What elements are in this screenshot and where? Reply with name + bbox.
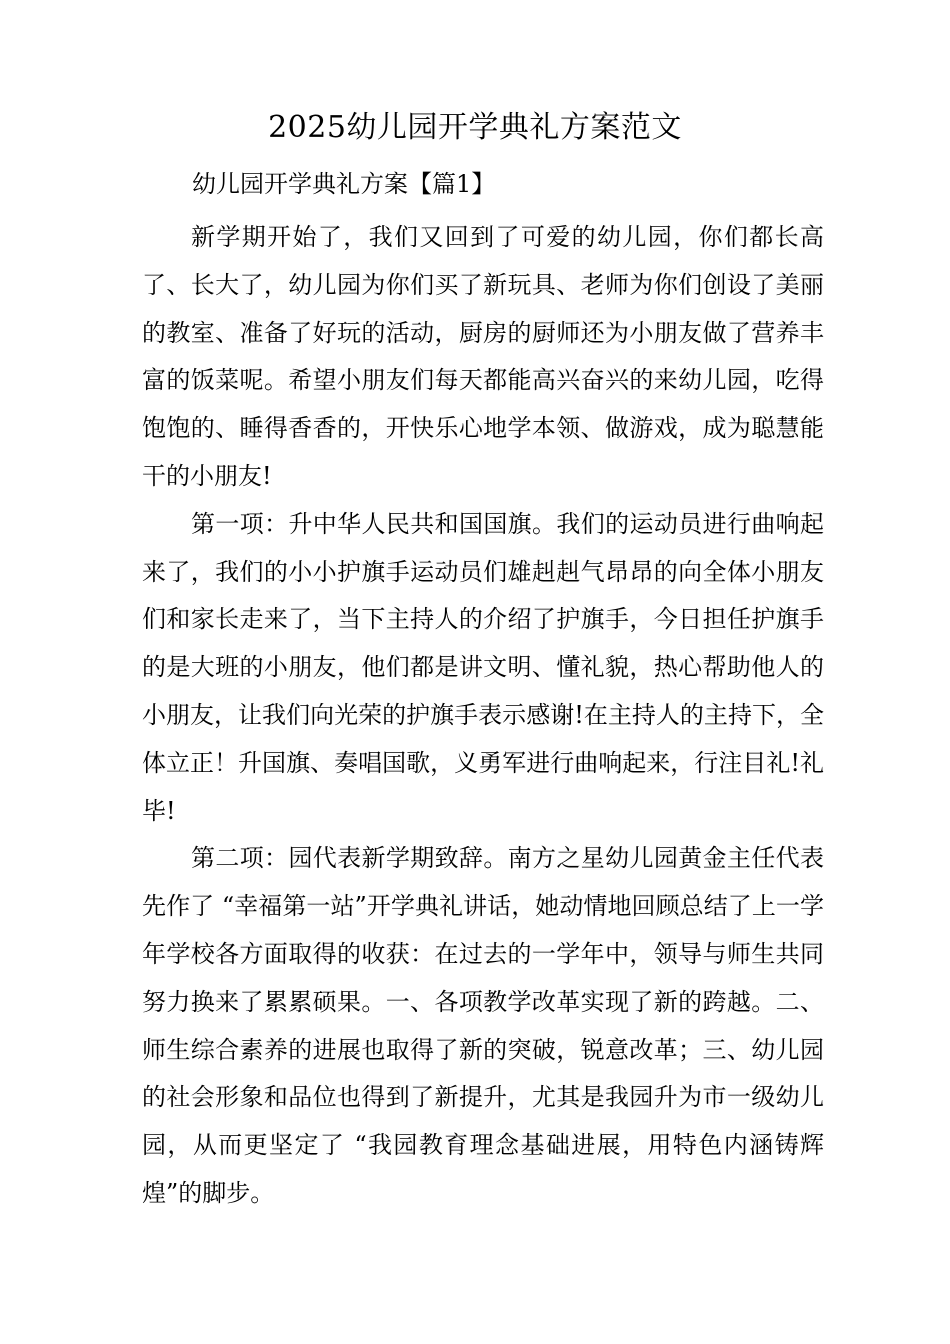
paragraph-intro: 新学期开始了，我们又回到了可爱的幼儿园，你们都长高了、长大了，幼儿园为你们买了新玩具、老师为你们创设了美丽的教室、准备了好玩的活动，厨房的厨师还为小朋友做了营养丰富的饭菜呢。希望小朋友们每天都能高兴奋兴的来幼儿园，吃得饱饱的、睡得香香的，开快乐心地学本领、做游戏，成为聪慧能干的小朋友! — [142, 223, 824, 490]
paragraph-item-2: 第二项：园代表新学期致辞。南方之星幼儿园黄金主任代表先作了 “幸福第一站”开学典礼讲话，她动情地回顾总结了上一学年学校各方面取得的收获：在过去的一学年中，领导与师生共同努力换来了累累硕果。一、各项教学改革实现了新的跨越。二、师生综合素养的进展也取得了新的突破，锐意改革；三、幼儿园的社会形象和品位也得到了新提升，尤其是我园升为市一级幼儿园，从而更坚定了 “我园教育理念基础进展，用特色内涵铸辉煌”的脚步。 — [142, 844, 824, 1207]
document-body — [142, 214, 824, 1218]
section-heading: 幼儿园开学典礼方案【篇1】 — [192, 170, 496, 198]
paragraph-item-1: 第一项：升中华人民共和国国旗。我们的运动员进行曲响起来了，我们的小小护旗手运动员们雄赳赳气昂昂的向全体小朋友们和家长走来了，当下主持人的介绍了护旗手，今日担任护旗手的是大班的小朋友，他们都是讲文明、懂礼貌，热心帮助他人的小朋友，让我们向光荣的护旗手表示感谢!在主持人的主持下，全体立正！升国旗、奏唱国歌，义勇军进行曲响起来，行注目礼!礼毕! — [142, 509, 824, 825]
document-title: 2025幼儿园开学典礼方案范文 — [268, 110, 682, 145]
